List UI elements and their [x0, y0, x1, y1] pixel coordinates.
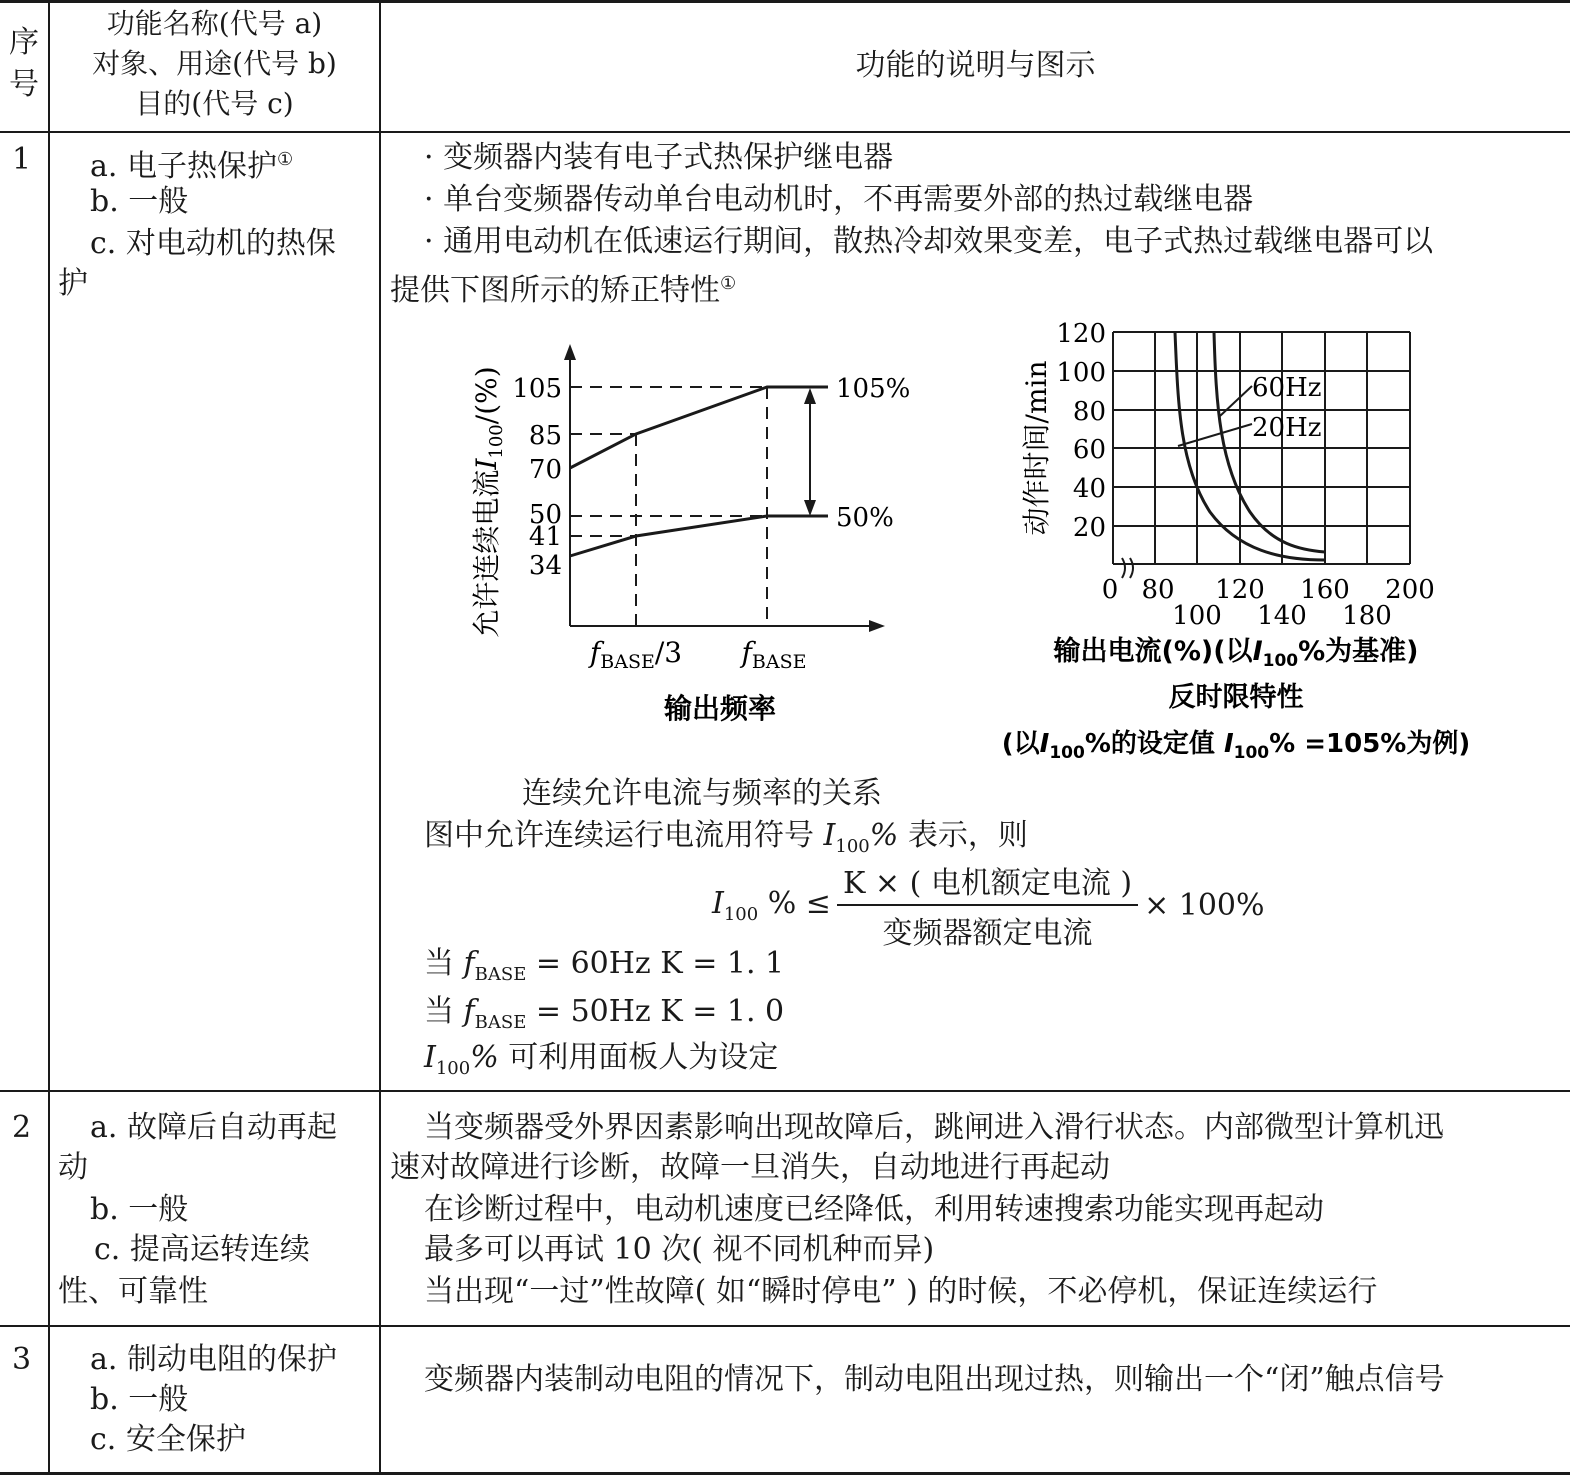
- header-func-line2: 对象、用途(代号 b): [92, 47, 337, 80]
- x-tick-fbase: $f_{BASE}$: [741, 636, 807, 673]
- y-tick-41: 41: [528, 522, 562, 552]
- x-tick-0: 0: [1101, 575, 1119, 605]
- row2-desc-5: 当出现“一过”性故障( 如“瞬时停电” ) 的时候，不必停机，保证连续运行: [424, 1274, 1378, 1309]
- row1-func-c-cont: 护: [58, 266, 88, 301]
- y-axis-arrow: [564, 344, 576, 360]
- header-func-line1: 功能名称(代号 a): [106, 7, 323, 40]
- row3-func-b: b. 一般: [90, 1382, 189, 1417]
- row1-func-c: c. 对电动机的热保: [90, 226, 336, 261]
- x-tick-160: 160: [1300, 575, 1350, 605]
- y-tick-80: 80: [1072, 397, 1106, 427]
- col-divider-1: [48, 0, 50, 1475]
- row2-desc-4: 最多可以再试 10 次( 视不同机种而异): [424, 1232, 935, 1267]
- panel-setting-line: $I_{100}\%$ 可利用面板人为设定: [424, 1040, 779, 1079]
- x-axis-caption: 输出频率: [663, 692, 777, 725]
- row2-func-b: b. 一般: [90, 1192, 189, 1227]
- header-col-no: 序号: [9, 25, 39, 102]
- y-tick-120: 120: [1056, 319, 1106, 349]
- x-tick-100: 100: [1172, 601, 1222, 631]
- condition-60hz: 当 $f_{BASE} = 60Hz$ K = 1. 1: [424, 946, 785, 985]
- chart-inverse-time: [1001, 316, 1530, 776]
- row1-bullet-2: · 单台变频器传动单台电动机时，不再需要外部的热过载继电器: [424, 182, 1254, 217]
- row2-desc-3: 在诊断过程中，电动机速度已经降低，利用转速搜索功能实现再起动: [424, 1192, 1324, 1227]
- axis-break: [1122, 558, 1133, 578]
- row1-bullet-3: · 通用电动机在低速运行期间，散热冷却效果变差，电子式热过载继电器可以: [424, 224, 1434, 259]
- series-lower: [570, 516, 828, 556]
- row1-no: 1: [12, 142, 32, 177]
- chart-continuous-current: [450, 330, 950, 750]
- annotation-105: 105%: [836, 374, 911, 404]
- series-upper: [570, 387, 828, 468]
- formula-numerator: K × ( 电机额定电流 ): [837, 858, 1138, 906]
- row2-func-a: a. 故障后自动再起: [90, 1110, 337, 1145]
- row2-func-c-cont: 性、可靠性: [58, 1274, 208, 1309]
- header-col-func: [50, 4, 379, 124]
- x-tick-180: 180: [1342, 601, 1392, 631]
- x-tick-200: 200: [1385, 575, 1435, 605]
- footnote-mark: ①: [720, 273, 737, 294]
- y-tick-50: 50: [528, 500, 562, 530]
- y-tick-34: 34: [528, 551, 562, 581]
- x-axis-label: 输出电流(%)(以$I_{100}\%$为基准): [1053, 636, 1419, 671]
- legend-20hz: 20Hz: [1252, 413, 1322, 443]
- row1-bullet-1: · 变频器内装有电子式热保护继电器: [424, 140, 894, 175]
- y-tick-70: 70: [528, 455, 562, 485]
- x-tick-120: 120: [1215, 575, 1265, 605]
- col-divider-2: [379, 0, 381, 1475]
- x-tick-140: 140: [1257, 601, 1307, 631]
- row2-no: 2: [12, 1110, 32, 1145]
- chart-subtitle: (以$I_{100}\%$的设定值 $I_{100}\% =105\%$为例): [1001, 729, 1471, 763]
- row3-no: 3: [12, 1342, 32, 1377]
- row2-func-a-cont: 动: [58, 1150, 88, 1185]
- row1-func-a: a. 电子热保护①: [90, 149, 294, 184]
- y-tick-40: 40: [1072, 474, 1106, 504]
- formula: [712, 858, 1265, 952]
- y-axis-label: 允许连续电流$I_{100}/(\%)$: [470, 366, 507, 638]
- row3-func-a: a. 制动电阻的保护: [90, 1342, 337, 1377]
- table-top-border: [0, 0, 1570, 3]
- row2-bottom-border: [0, 1325, 1570, 1327]
- row2-desc-2: 速对故障进行诊断，故障一旦消失，自动地进行再起动: [390, 1150, 1110, 1185]
- row1-bottom-border: [0, 1090, 1570, 1092]
- header-col-desc: 功能的说明与图示: [855, 48, 1096, 83]
- y-tick-20: 20: [1072, 513, 1106, 543]
- figure-caption: 连续允许电流与频率的关系: [522, 776, 882, 811]
- header-func-line3: 目的(代号 c): [135, 87, 294, 120]
- footnote-mark: ①: [276, 149, 294, 170]
- annotation-50: 50%: [836, 503, 894, 533]
- x-tick-fbase3: $f_{BASE}/3$: [589, 636, 683, 673]
- row1-bullet-3-cont: 提供下图所示的矫正特性①: [390, 273, 737, 308]
- formula-lhs: $I_{100}$ % ≤: [712, 885, 831, 925]
- row3-func-c: c. 安全保护: [90, 1422, 246, 1457]
- y-tick-105: 105: [512, 374, 562, 404]
- row2-desc-1: 当变频器受外界因素影响出现故障后，跳闸进入滑行状态。内部微型计算机迅: [424, 1110, 1444, 1145]
- table-bottom-border: [0, 1472, 1570, 1475]
- row3-desc: 变频器内装制动电阻的情况下，制动电阻出现过热，则输出一个“闭”触点信号: [424, 1362, 1445, 1397]
- row1-func-b: b. 一般: [90, 184, 189, 219]
- header-bottom-border: [0, 131, 1570, 133]
- y-axis-label: 动作时间/min: [1020, 360, 1053, 536]
- y-tick-100: 100: [1056, 358, 1106, 388]
- legend-60hz: 60Hz: [1252, 373, 1322, 403]
- formula-rhs: × 100%: [1144, 887, 1265, 923]
- row2-func-c: c. 提高运转连续: [94, 1232, 310, 1267]
- y-tick-60: 60: [1072, 435, 1106, 465]
- x-axis-arrow: [869, 620, 885, 632]
- condition-50hz: 当 $f_{BASE} = 50Hz$ K = 1. 0: [424, 994, 785, 1033]
- symbol-line: 图中允许连续运行电流用符号 $I_{100}\%$ 表示，则: [424, 818, 1028, 857]
- chart-title: 反时限特性: [1168, 682, 1304, 713]
- x-tick-80: 80: [1141, 575, 1175, 605]
- formula-denominator: 变频器额定电流: [882, 916, 1093, 951]
- y-tick-85: 85: [528, 421, 562, 451]
